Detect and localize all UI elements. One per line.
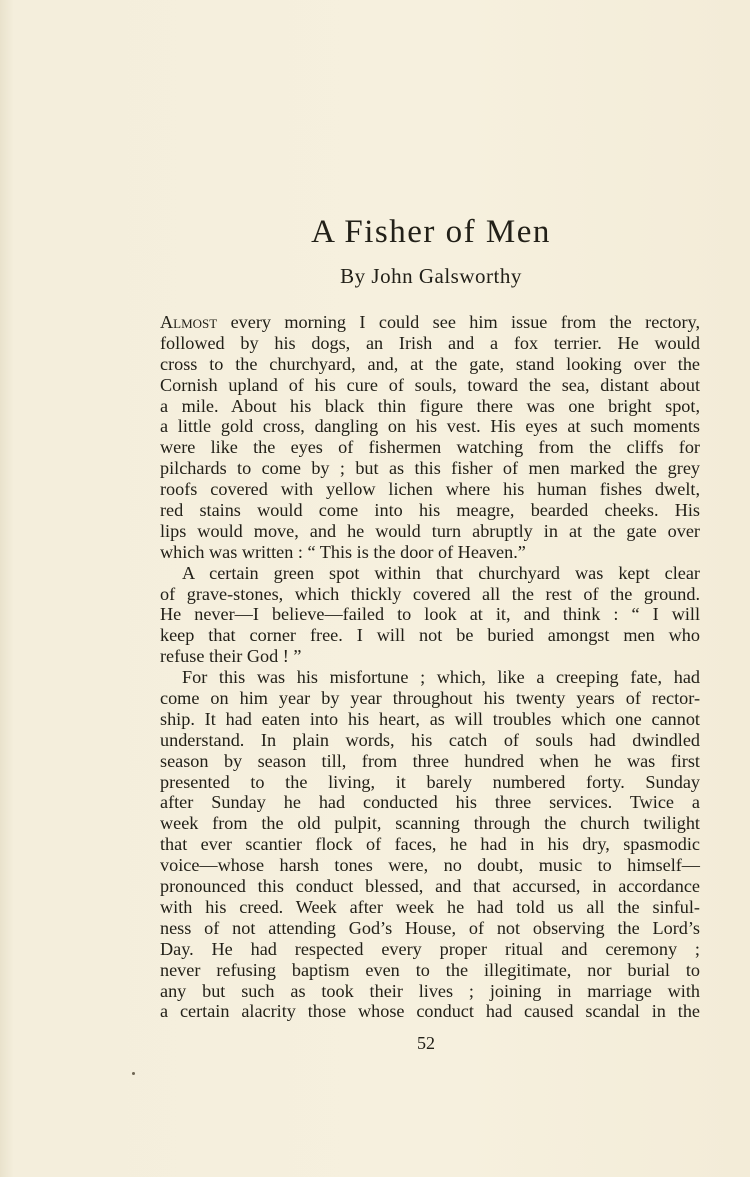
text-line-content: every morning I could see him issue from the rectory, — [217, 312, 700, 332]
text-line: pronounced this conduct blessed, and that accursed, in accordance — [160, 876, 700, 897]
text-line: voice—whose harsh tones were, no doubt, music to himself— — [160, 855, 700, 876]
text-line: keep that corner free. I will not be buried amongst men who — [160, 625, 700, 646]
text-line: a little gold cross, dangling on his vest. His eyes at such moments — [160, 416, 700, 437]
text-line: were like the eyes of fishermen watching from the cliffs for — [160, 437, 700, 458]
text-line: a mile. About his black thin figure there was one bright spot, — [160, 395, 700, 416]
text-line: red stains would come into his meagre, bearded cheeks. His — [160, 500, 700, 521]
opening-word: Almost — [160, 312, 218, 332]
text-line: any but such as took their lives ; joining in marriage with — [160, 980, 700, 1001]
text-line — [160, 312, 700, 333]
text-line: refuse their God ! ” — [160, 646, 302, 667]
text-line: roofs covered with yellow lichen where his human fishes dwelt, — [160, 479, 700, 500]
text-line: cross to the churchyard, and, at the gate, stand looking over the — [160, 353, 700, 374]
text-line: that ever scantier flock of faces, he had in his dry, spasmodic — [160, 834, 700, 855]
text-line: season by season till, from three hundred when he was first — [160, 750, 700, 771]
page-number: 52 — [417, 1033, 435, 1053]
text-line: never refusing baptism even to the illegitimate, nor burial to — [160, 959, 700, 980]
text-line: presented to the living, it barely numbered forty. Sunday — [160, 771, 700, 792]
text-line: A certain green spot within that churchyard was kept clear — [182, 562, 700, 583]
article-byline: By John Galsworthy — [340, 264, 522, 288]
paper-speck — [132, 1072, 135, 1075]
text-line: come on him year by year throughout his twenty years of rector- — [160, 688, 700, 709]
article-title: A Fisher of Men — [311, 214, 551, 250]
text-line: a certain alacrity those whose conduct had caused scandal in the — [160, 1001, 700, 1022]
text-line: followed by his dogs, an Irish and a fox terrier. He would — [160, 332, 700, 353]
text-line: week from the old pulpit, scanning through the church twilight — [160, 813, 700, 834]
text-line: after Sunday he had conducted his three services. Twice a — [160, 792, 700, 813]
text-line: understand. In plain words, his catch of souls had dwindled — [160, 729, 700, 750]
text-line: with his creed. Week after week he had told us all the sinful- — [160, 896, 700, 917]
text-line: which was written : “ This is the door of Heaven.” — [160, 541, 526, 562]
article-body — [160, 312, 700, 1022]
text-line: of grave-stones, which thickly covered all the rest of the ground. — [160, 583, 700, 604]
text-line: ness of not attending God’s House, of not observing the Lord’s — [160, 917, 700, 938]
text-line: He never—I believe—failed to look at it, and think : “ I will — [160, 604, 700, 625]
text-line: pilchards to come by ; but as this fisher of men marked the grey — [160, 458, 700, 479]
text-line: ship. It had eaten into his heart, as will troubles which one cannot — [160, 708, 700, 729]
text-line: Cornish upland of his cure of souls, toward the sea, distant about — [160, 374, 700, 395]
text-line: lips would move, and he would turn abruptly in at the gate over — [160, 520, 700, 541]
text-line: For this was his misfortune ; which, like a creeping fate, had — [182, 667, 700, 688]
text-line: Day. He had respected every proper ritual and ceremony ; — [160, 938, 700, 959]
